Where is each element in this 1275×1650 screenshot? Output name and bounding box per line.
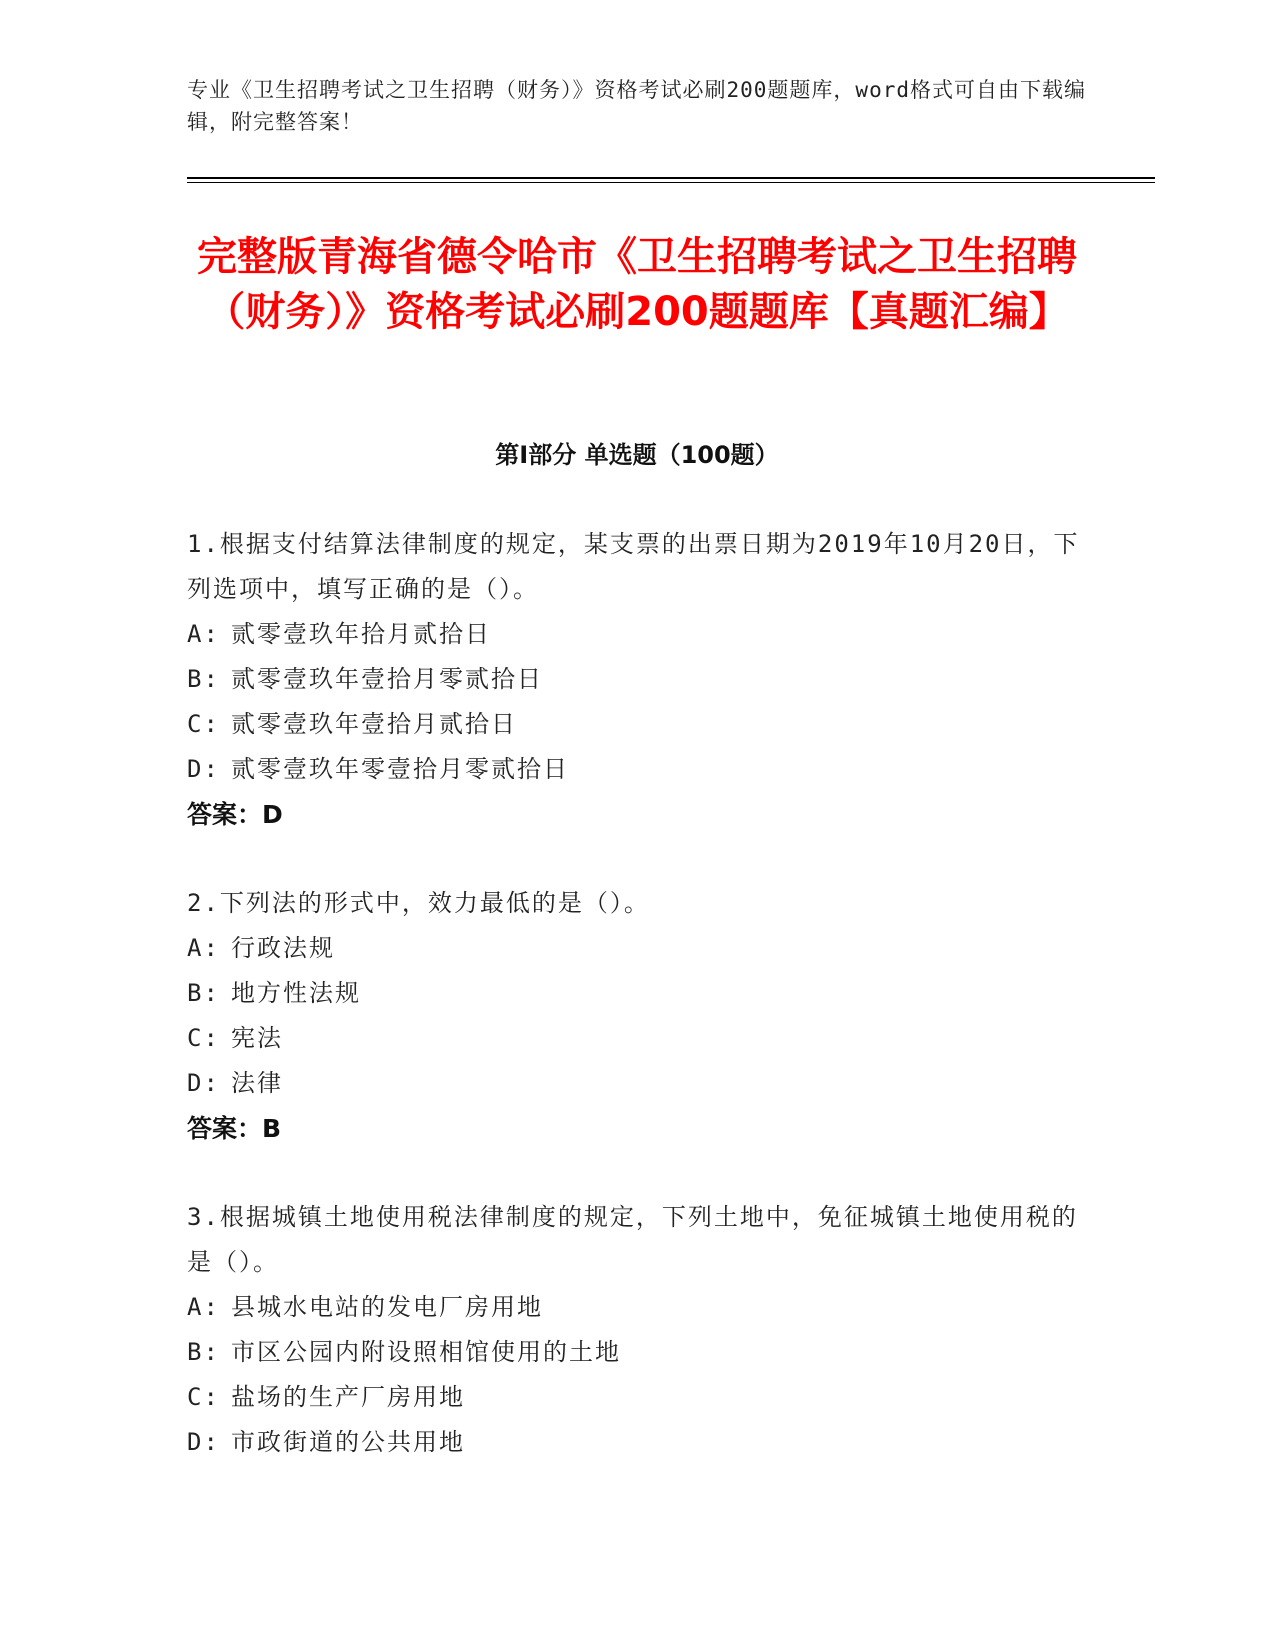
option-c bbox=[187, 702, 1087, 747]
option-c bbox=[187, 1375, 1087, 1420]
question-stem: 2.下列法的形式中，效力最低的是（）。 bbox=[187, 889, 650, 917]
option-d bbox=[187, 1420, 1087, 1465]
option-d bbox=[187, 1061, 1087, 1106]
question-3 bbox=[187, 1195, 1087, 1465]
option-b bbox=[187, 1330, 1087, 1375]
document-title: 完整版青海省德令哈市《卫生招聘考试之卫生招聘（财务）》资格考试必刷200题题库【真题汇编】 bbox=[197, 234, 1077, 335]
option-key: D: bbox=[187, 755, 220, 783]
option-text: 贰零壹玖年零壹拾月零贰拾日 bbox=[231, 755, 569, 783]
option-text: 行政法规 bbox=[231, 934, 335, 962]
option-key: D: bbox=[187, 1428, 220, 1456]
option-a bbox=[187, 926, 1087, 971]
section-title: 第Ⅰ部分 单选题（100题） bbox=[495, 441, 779, 469]
option-b bbox=[187, 657, 1087, 702]
option-text: 市区公园内附设照相馆使用的土地 bbox=[231, 1338, 621, 1366]
option-text: 盐场的生产厂房用地 bbox=[231, 1383, 465, 1411]
question-stem: 3.根据城镇土地使用税法律制度的规定，下列土地中，免征城镇土地使用税的是（）。 bbox=[187, 1203, 1078, 1276]
answer-line: 答案：B bbox=[187, 1114, 282, 1143]
option-key: A: bbox=[187, 1293, 220, 1321]
option-text: 宪法 bbox=[231, 1024, 283, 1052]
option-text: 地方性法规 bbox=[231, 979, 361, 1007]
option-text: 市政街道的公共用地 bbox=[231, 1428, 465, 1456]
option-a bbox=[187, 1285, 1087, 1330]
question-2 bbox=[187, 881, 1087, 1151]
option-key: B: bbox=[187, 979, 220, 1007]
option-a bbox=[187, 612, 1087, 657]
option-key: C: bbox=[187, 710, 220, 738]
option-key: A: bbox=[187, 934, 220, 962]
question-list bbox=[187, 522, 1087, 1509]
option-text: 贰零壹玖年壹拾月零贰拾日 bbox=[231, 665, 543, 693]
option-key: C: bbox=[187, 1383, 220, 1411]
option-text: 县城水电站的发电厂房用地 bbox=[231, 1293, 543, 1321]
option-text: 贰零壹玖年拾月贰拾日 bbox=[231, 620, 491, 648]
option-key: B: bbox=[187, 1338, 220, 1366]
option-key: B: bbox=[187, 665, 220, 693]
header-divider bbox=[187, 177, 1155, 183]
question-stem: 1.根据支付结算法律制度的规定，某支票的出票日期为2019年10月20日，下列选项中，填写正确的是（）。 bbox=[187, 530, 1080, 603]
option-key: A: bbox=[187, 620, 220, 648]
answer-line: 答案：D bbox=[187, 800, 283, 829]
option-key: C: bbox=[187, 1024, 220, 1052]
option-d bbox=[187, 747, 1087, 792]
option-text: 贰零壹玖年壹拾月贰拾日 bbox=[231, 710, 517, 738]
option-b bbox=[187, 971, 1087, 1016]
option-key: D: bbox=[187, 1069, 220, 1097]
option-c bbox=[187, 1016, 1087, 1061]
option-text: 法律 bbox=[231, 1069, 283, 1097]
header-note: 专业《卫生招聘考试之卫生招聘（财务）》资格考试必刷200题题库，word格式可自由下载编辑，附完整答案！ bbox=[187, 78, 1086, 134]
question-1 bbox=[187, 522, 1087, 837]
